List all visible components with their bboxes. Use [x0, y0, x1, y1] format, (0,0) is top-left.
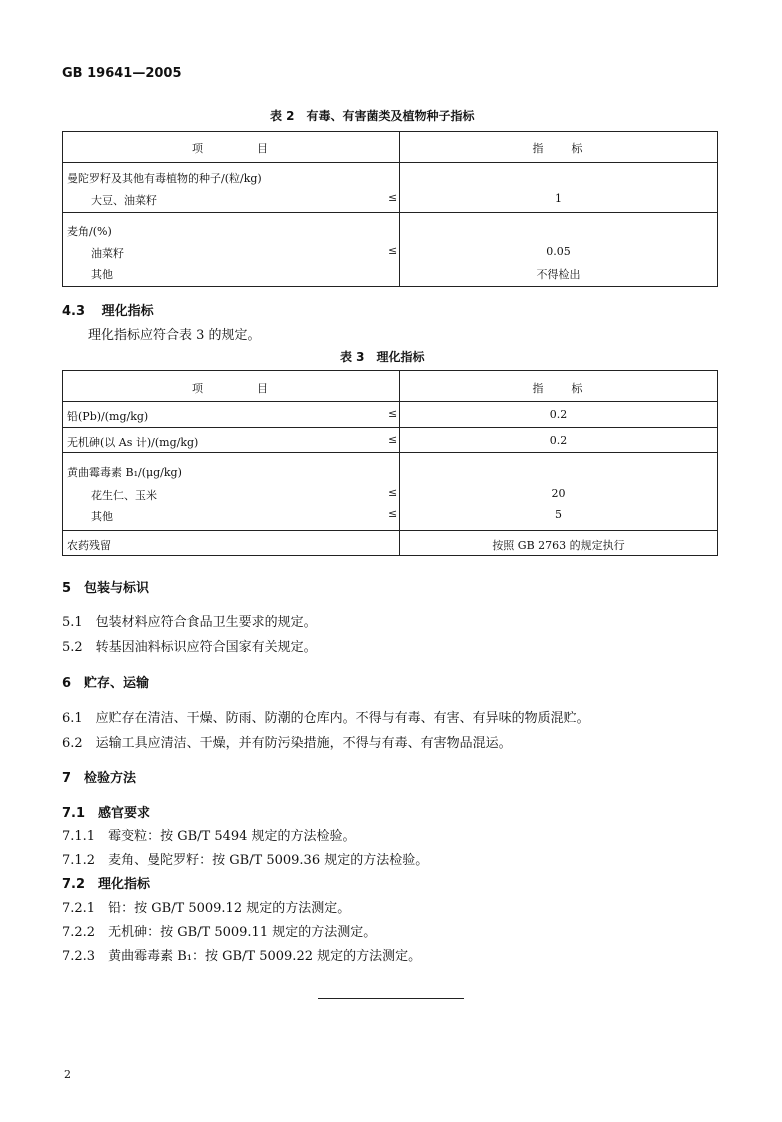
section-6-2: 6.2 运输工具应清洁、干燥，并有防污染措施，不得与有毒、有害物品混运。 — [62, 736, 512, 751]
section-5-2: 5.2 转基因油料标识应符合国家有关规定。 — [62, 640, 317, 655]
table3-col-index: 指 标 — [532, 382, 585, 395]
section-4-3-heading — [62, 300, 154, 319]
table3-aflatoxin-row1-value: 20 — [551, 487, 566, 500]
table2-group2-row1-label: 油菜籽 — [91, 247, 124, 260]
table3-aflatoxin-row2-value: 5 — [555, 508, 562, 521]
section-5-title: 5 包装与标识 — [62, 581, 150, 596]
table2-group1-title: 曼陀罗籽及其他有毒植物的种子/(粒/kg) — [67, 172, 262, 185]
table3-header-divider — [63, 401, 717, 402]
section-7-2-3: 7.2.3 黄曲霉毒素 B₁：按 GB/T 5009.22 规定的方法测定。 — [62, 949, 422, 964]
table2 — [62, 131, 718, 287]
section-4-3-number: 4.3 — [62, 304, 86, 319]
table3-caption: 表 3 理化指标 — [340, 350, 425, 364]
table2-col-index: 指 标 — [532, 142, 585, 155]
table3-col-item: 项 目 — [192, 382, 270, 395]
table3-aflatoxin-row2-label: 其他 — [91, 510, 113, 523]
section-6-1: 6.1 应贮存在清洁、干燥、防雨、防潮的仓库内。不得与有毒、有害、有异味的物质混贮。 — [62, 711, 590, 726]
section-7-1-1: 7.1.1 霉变粒：按 GB/T 5494 规定的方法检验。 — [62, 829, 356, 844]
section-7-2: 7.2 理化指标 — [62, 877, 151, 892]
section-7-1: 7.1 感官要求 — [62, 806, 151, 821]
table2-group2-row2-label: 其他 — [91, 268, 113, 281]
table3-row-divider — [63, 427, 717, 428]
table2-group2-row1-symbol: ≤ — [388, 244, 398, 257]
table2-group2-title: 麦角/(%) — [67, 225, 112, 238]
end-rule — [318, 998, 464, 999]
section-7-2-2: 7.2.2 无机砷：按 GB/T 5009.11 规定的方法测定。 — [62, 925, 377, 940]
table3-aflatoxin-title: 黄曲霉毒素 B₁/(μg/kg) — [67, 466, 182, 479]
table2-header-divider — [63, 162, 717, 163]
table2-group1-row1-symbol: ≤ — [388, 191, 398, 204]
table3-row-arsenic-symbol: ≤ — [388, 433, 398, 446]
table3-row-arsenic-label: 无机砷(以 As 计)/(mg/kg) — [67, 436, 199, 449]
section-7-1-2: 7.1.2 麦角、曼陀罗籽：按 GB/T 5009.36 规定的方法检验。 — [62, 853, 429, 868]
section-7-title: 7 检验方法 — [62, 771, 137, 786]
table2-group2-row2-value: 不得检出 — [536, 268, 581, 281]
table3-row-lead-value: 0.2 — [549, 408, 568, 421]
table3-row-arsenic-value: 0.2 — [549, 434, 568, 447]
table2-col-item: 项 目 — [192, 142, 270, 155]
section-6-title: 6 贮存、运输 — [62, 676, 150, 691]
page-number: 2 — [64, 1068, 71, 1081]
standard-number: GB 19641—2005 — [62, 66, 182, 81]
table3-row-divider — [63, 530, 717, 531]
table2-row-divider — [63, 212, 717, 213]
table2-group2-row1-value: 0.05 — [546, 245, 571, 258]
table3-row-lead-label: 铅(Pb)/(mg/kg) — [67, 410, 149, 423]
table3-aflatoxin-row2-symbol: ≤ — [388, 507, 398, 520]
table2-caption: 表 2 有毒、有害菌类及植物种子指标 — [270, 109, 475, 123]
section-7-2-1: 7.2.1 铅：按 GB/T 5009.12 规定的方法测定。 — [62, 901, 351, 916]
section-5-1: 5.1 包装材料应符合食品卫生要求的规定。 — [62, 615, 317, 630]
section-4-3-title: 理化指标 — [101, 304, 154, 319]
table2-group1-row1-value: 1 — [555, 192, 562, 205]
table2-group1-row1-label: 大豆、油菜籽 — [91, 194, 157, 207]
table3-row-pesticide-value: 按照 GB 2763 的规定执行 — [492, 539, 625, 552]
table3-row-pesticide-label: 农药残留 — [67, 539, 111, 552]
table3-aflatoxin-row1-label: 花生仁、玉米 — [91, 489, 157, 502]
section-4-3-text: 理化指标应符合表 3 的规定。 — [88, 328, 261, 343]
table3-row-lead-symbol: ≤ — [388, 407, 398, 420]
table3-aflatoxin-row1-symbol: ≤ — [388, 486, 398, 499]
table3-column-divider — [399, 371, 400, 555]
table3-row-divider — [63, 452, 717, 453]
table3 — [62, 370, 718, 556]
